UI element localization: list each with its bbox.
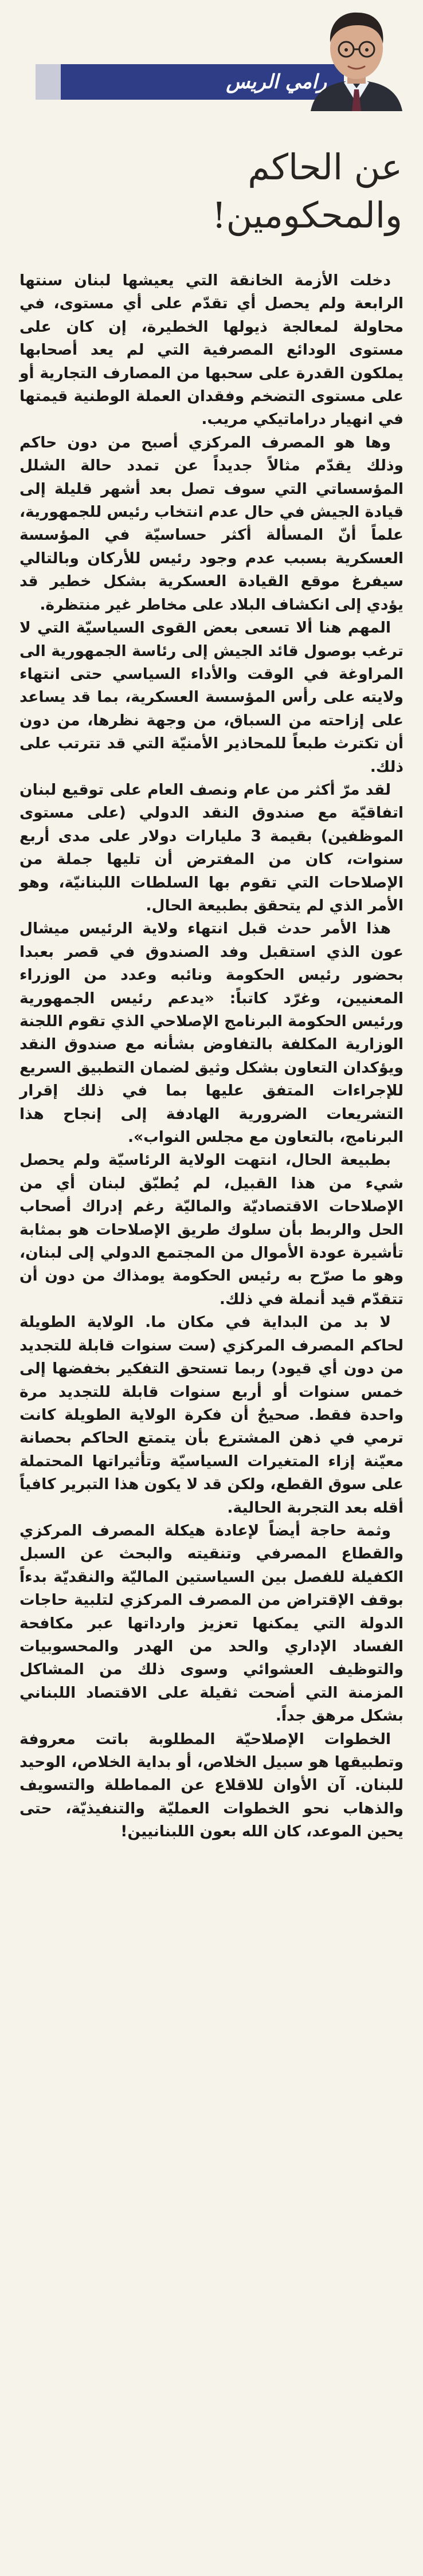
article-column (10, 0, 413, 2576)
author-name: رامي الريس (226, 70, 327, 93)
article-paragraph: المهم هنا ألا تسعى بعض القوى السياسيّة التي لا ترغب بوصول قائد الجيش إلى رئاسة الجمهورية الى المراوغة في الوقت والأداء السياسي حتى انتهاء ولايته على رأس المؤسسة العسكرية، بما قد يساعد على إزاحته من السباق، من وجهة نظرها، من دون أن تكترث طبعاً للمحاذير الأمنيّة التي قد تترتب على ذلك. (19, 619, 404, 776)
article-paragraph: بطبيعة الحال، انتهت الولاية الرئاسيّة ولم يحصل شيء من هذا القبيل، لم يُطبّق لبنان أي من الإصلاحات الاقتصاديّة والماليّة رغم إدراك أصحاب الحل والربط بأن سلوك طريق الإصلاحات هو بمثابة تأشيرة عودة الأموال من المجتمع الدولي إلى لبنان، وهو ما صرّح به رئيس الحكومة يومذاك من دون أن تتقدّم قيد أنملة في ذلك. (19, 1151, 404, 1308)
article-paragraph: وها هو المصرف المركزي أصبح من دون حاكم وذلك يقدّم مثالاً جديداً عن تمدد حالة الشلل المؤسساتي التي سوف تصل بعد أشهر قليلة إلى قيادة الجيش في حال عدم انتخاب رئيس للجمهورية، علماً أنّ المسألة أكثر حساسيّة في المؤسسة العسكرية بسبب عدم وجود رئيس للأركان وبالتالي سيفرغ موقع القيادة العسكرية بشكل خطير قد يؤدي إلى انكشاف البلاد على مخاطر غير منتظرة. (19, 433, 404, 614)
article-title: عن الحاكم والمحكومين! (211, 146, 402, 236)
article-paragraph: وثمة حاجة أيضاً لإعادة هيكلة المصرف المركزي والقطاع المصرفي وتنقيته والبحث عن السبل الكفيلة للفصل بين السياستين الماليّة والنقديّة بدءاً بوقف الإقتراض من المصرف المركزي لتلبية حاجات الدولة التي يمكنها تعزيز وارداتها عبر مكافحة الفساد الإداري والحد من الهدر والمحسوبيات والتوظيف العشوائي وسوى ذلك من المشاكل المزمنة التي أضحت ثقيلة على الاقتصاد اللبناني بشكل مرهق جداً. (19, 1521, 404, 1725)
author-header (10, 0, 413, 115)
article-body (19, 269, 404, 1844)
article-paragraph: دخلت الأزمة الخانقة التي يعيشها لبنان سنتها الرابعة ولم يحصل أي تقدّم على أي مستوى، في محاولة لمعالجة ذيولها الخطيرة، إن كان على مستوى الودائع المصرفية التي لم يعد أصحابها يملكون القدرة على سحبها من المصارف التجارية أو على مستوى التضخم وفقدان العملة الوطنية قيمتها في انهيار دراماتيكي مريب. (19, 272, 404, 429)
name-bar-accent (36, 64, 61, 100)
article-paragraph: لا بد من البداية في مكان ما. الولاية الطويلة لحاكم المصرف المركزي (ست سنوات قابلة للتجديد من دون أي قيود) ربما تستحق التفكير بخفضها إلى خمس سنوات أو أربع سنوات قابلة للتجديد مرة واحدة فقط. صحيحٌ أن فكرة الولاية الطويلة كانت ترمي في ذهن المشترع بأن يتمتع الحاكم بحصانة معيّنة إزاء المتغيرات السياسيّة وتأثيراتها المحتملة على سوق القطع، ولكن قد لا يكون هذا التبرير كافياً أقله بعد التجربة الحالية. (19, 1313, 404, 1517)
author-photo (305, 2, 408, 111)
article-paragraph: هذا الأمر حدث قبل انتهاء ولاية الرئيس ميشال عون الذي استقبل وفد الصندوق في قصر بعبدا بحضور رئيس الحكومة ونائبه وعدد من الوزراء المعنيين، وغرّد كاتباً: «يدعم رئيس الجمهورية ورئيس الحكومة البرنامج الإصلاحي الذي تقوم اللجنة الوزارية المكلفة بالتفاوض بشأنه مع صندوق النقد ويؤكدان التعاون بشكل وثيق لضمان التطبيق السريع للإجراءات المتفق عليها بما في ذلك إقرار التشريعات الضرورية الهادفة إلى إنجاح هذا البرنامج، بالتعاون مع مجلس النواب». (19, 920, 404, 1146)
article-paragraph: لقد مرّ أكثر من عام ونصف العام على توقيع لبنان اتفاقيّة مع صندوق النقد الدولي (على مستوى الموظفين) بقيمة 3 مليارات دولار على مدى أربع سنوات، كان من المفترض أن تليها جملة من الإصلاحات التي تقوم بها السلطات اللبنانيّة، وهو الأمر الذي لم يتحقق بطبيعة الحال. (19, 780, 404, 914)
article-paragraph: الخطوات الإصلاحيّة المطلوبة باتت معروفة وتطبيقها هو سبيل الخلاص، أو بداية الخلاص، الوحيد للبنان. آن الأوان للاقلاع عن المماطلة والتسويف والذهاب نحو الخطوات العمليّة والتنفيذيّة، حتى يحين الموعد، كان الله بعون اللبنانيين! (19, 1730, 404, 1841)
